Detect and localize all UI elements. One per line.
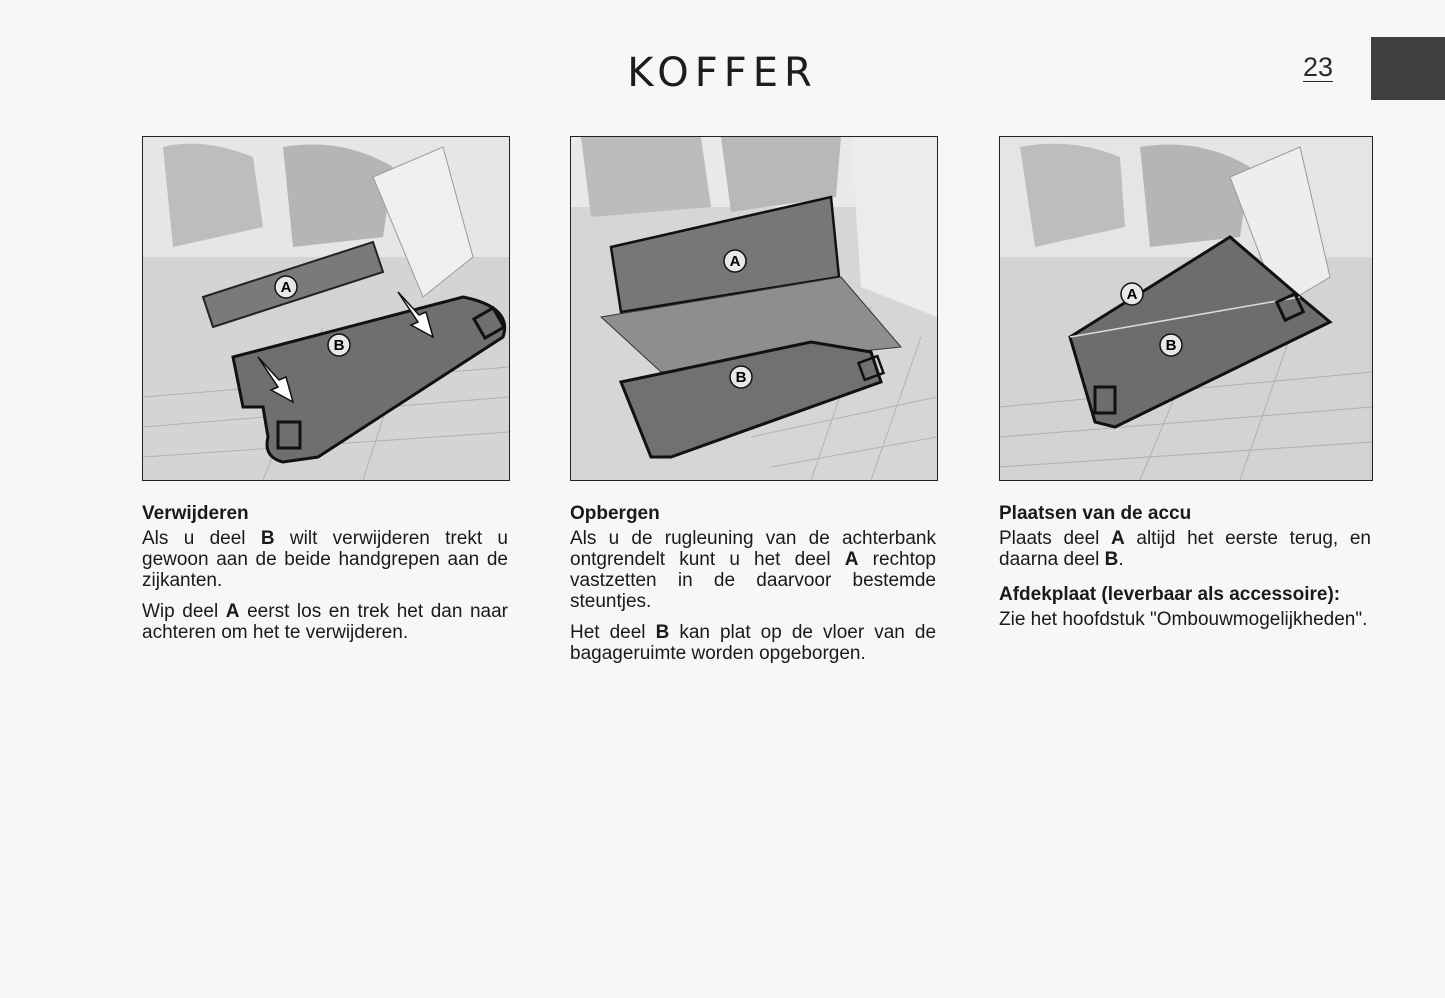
paragraph: Zie het hoofdstuk "Ombouwmogelijkheden".	[999, 609, 1368, 630]
figure-label-a: A	[729, 253, 741, 270]
illustration-refit	[1000, 137, 1372, 480]
page-title: KOFFER	[627, 50, 818, 96]
figure-remove	[142, 136, 510, 481]
figure-label-a: A	[280, 279, 292, 296]
column-refit	[999, 503, 1371, 640]
figure-label-b: B	[735, 369, 747, 386]
section-heading-refit: Plaatsen van de accu	[999, 503, 1192, 524]
paragraph: Als u deel B wilt verwijderen trekt u gewoon aan de beide handgrepen aan de zijkanten.	[142, 528, 508, 591]
paragraph: Plaats deel A altijd het eerste terug, en daarna deel B.	[999, 528, 1371, 570]
paragraph: Als u de rugleuning van de achterbank ontgrendelt kunt u het deel A rechtop vastzetten in de daarvoor bestemde steuntjes.	[570, 528, 936, 612]
page-number: 23	[1303, 52, 1334, 82]
section-heading-store: Opbergen	[570, 503, 660, 524]
paragraph: Wip deel A eerst los en trek het dan naar achteren om het te verwijderen.	[142, 601, 509, 643]
figure-store	[570, 136, 938, 481]
illustration-store	[571, 137, 937, 480]
column-store	[570, 503, 936, 674]
figure-label-a: A	[1126, 286, 1138, 303]
section-heading-cover: Afdekplaat (leverbaar als accessoire):	[999, 584, 1341, 605]
figure-label-b: B	[333, 337, 345, 354]
paragraph: Het deel B kan plat op de vloer van de bagageruimte worden opgeborgen.	[570, 622, 937, 664]
illustration-remove	[143, 137, 509, 480]
figure-label-b: B	[1165, 337, 1177, 354]
figure-refit	[999, 136, 1373, 481]
section-edge-tab	[1371, 37, 1445, 100]
column-remove	[142, 503, 508, 653]
section-heading-remove: Verwijderen	[142, 503, 249, 524]
